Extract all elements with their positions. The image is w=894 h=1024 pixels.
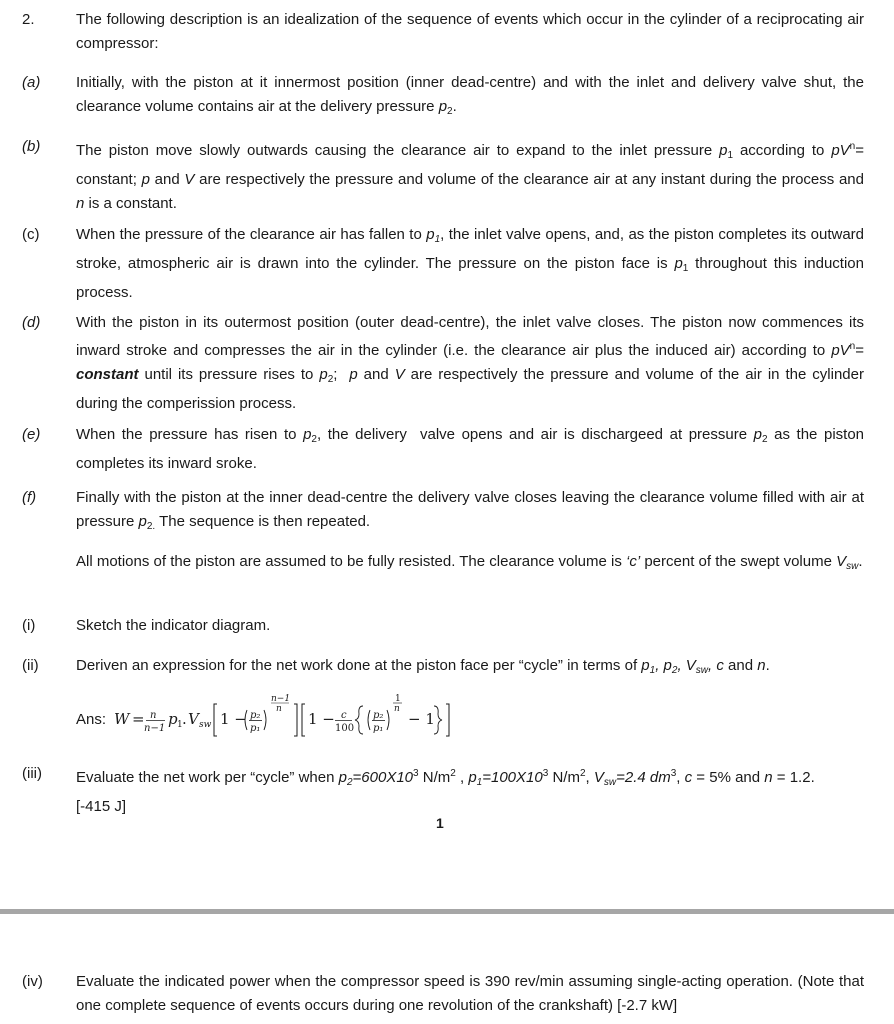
svg-text:n−1: n−1 [144, 723, 166, 734]
svg-text:p₂: p₂ [373, 710, 384, 721]
svg-text:p₁: p₁ [373, 723, 384, 734]
svg-text:n: n [276, 704, 282, 714]
event-label: (d) [22, 314, 41, 331]
svg-text:.: . [182, 710, 187, 728]
svg-text:=: = [132, 710, 145, 728]
event-text: The piston move slowly outwards causing the clearance air to expand to the inlet pressure $p_1$ according to $pV^n=$ constant; p and V are respectively the pressure and volume of the clearance air at any instant during the process and n is a constant. [76, 141, 864, 212]
task-text: Evaluate the net work per “cycle” when $p_2=600X10^3$ $N/m^2$ , $p_1=100X10^3$ $N/m^2$, $V_{sw}=2.4$ $dm^3$, c = 5% and n = 1.2. [-415 J] [76, 768, 815, 815]
svg-text:n: n [150, 710, 157, 721]
svg-text:n−1: n−1 [271, 694, 291, 704]
event-label: (f) [22, 489, 37, 506]
task-label: (iii) [22, 765, 42, 782]
svg-text:1: 1 [177, 720, 183, 730]
svg-text:V: V [188, 710, 199, 728]
task-label: (iv) [22, 973, 43, 990]
svg-text:1 −: 1 − [308, 710, 335, 728]
page-number: 1 [436, 815, 444, 831]
svg-text:− 1: − 1 [408, 710, 435, 728]
svg-text:p₂: p₂ [250, 710, 261, 721]
svg-text:p: p [168, 710, 178, 728]
svg-text:W: W [114, 710, 130, 728]
event-text: With the piston in its outermost position (outer dead-centre), the inlet valve closes. The piston now commences its inward stroke and compresses the air in the cylinder (i.e. the clearance air plus the induced air) according to $pV^n=$ constant until its pressure rises to $p_2$; p and V are respectively the pressure and volume of the air in the cylinder during the comperission process. [76, 314, 864, 412]
ans-prefix: Ans: [76, 711, 107, 728]
event-label: (c) [22, 226, 40, 243]
svg-text:1 −: 1 − [220, 710, 247, 728]
svg-text:100: 100 [335, 723, 355, 734]
event-text: When the pressure has risen to $p_2$, the delivery valve opens and air is dischargeed at pressure $p_2$ as the piston completes its inward sroke. [76, 426, 865, 472]
task-text: Deriven an expression for the net work done at the piston face per “cycle” in terms of $p_1$, $p_2$, $V_{sw}$, c and n. [76, 657, 770, 676]
svg-text:n: n [394, 704, 400, 714]
event-label: (e) [22, 426, 41, 443]
event-text: Initially, with the piston at it innermost position (inner dead-centre) and with the inlet and delivery valve shut, the clearance volume contains air at the delivery pressure $p_2$. [76, 74, 864, 117]
svg-text:c: c [341, 710, 347, 721]
task-label: (i) [22, 617, 36, 634]
question-intro: The following description is an idealization of the sequence of events which occur in the cylinder of a reciprocating air compressor: [76, 11, 864, 52]
svg-text:sw: sw [199, 720, 212, 730]
answer-formula [76, 692, 496, 748]
page-divider [0, 909, 894, 914]
task-label: (ii) [22, 657, 39, 674]
question-number: 2. [22, 11, 35, 28]
event-text: Finally with the piston at the inner dead-centre the delivery valve closes leaving the clearance volume filled with air at pressure $p_{2.}$ The sequence is then repeated. [76, 489, 864, 532]
event-text: When the pressure of the clearance air has fallen to $p_1$, the inlet valve opens, and, as the piston completes its outward stroke, atmospheric air is drawn into the cylinder. The pressure on the piston face is $p_1$ throughout this induction process. [76, 226, 865, 301]
event-label: (a) [22, 74, 41, 91]
svg-text:1: 1 [395, 694, 401, 704]
task-text: Evaluate the indicated power when the compressor speed is 390 rev/min assuming single-acting operation. (Note that one complete sequence of events occurs during one revolution of the crankshaft) [-2.7 kW] [76, 973, 864, 1014]
event-label: (b) [22, 138, 41, 155]
svg-text:p₁: p₁ [250, 723, 261, 734]
task-answer: [-415 J] [76, 798, 127, 815]
task-text: Sketch the indicator diagram. [76, 617, 271, 634]
assumption-text: All motions of the piston are assumed to be fully resisted. The clearance volume is ‘c’ percent of the swept volume $V_{sw}$. [76, 553, 863, 572]
formula-graphic [76, 692, 496, 748]
